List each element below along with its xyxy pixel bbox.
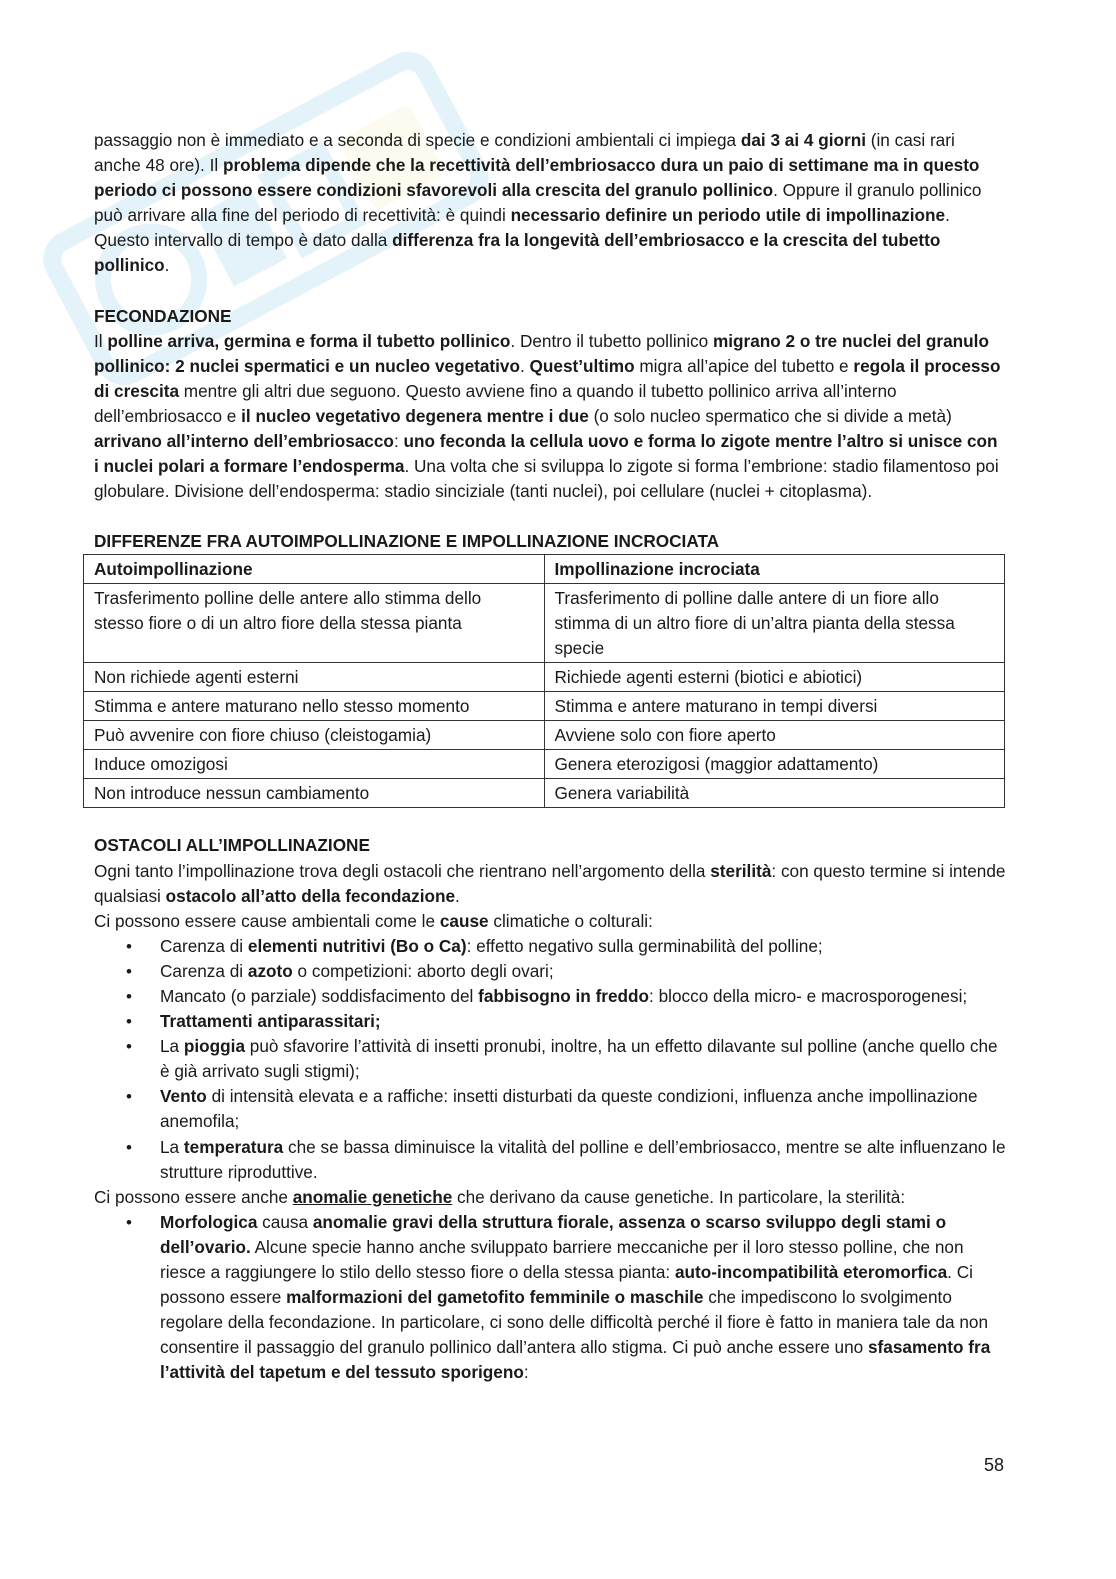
- table-cell: Non introduce nessun cambiamento: [84, 779, 545, 808]
- list-item: • La pioggia può sfavorire l’attività di insetti pronubi, inoltre, ha un effetto dilavante sul polline (anche quello che è già arrivato sugli stigmi);: [160, 1034, 1006, 1084]
- sterilita-list: [94, 1210, 1006, 1386]
- ostacoli-cause-intro: Ci possono essere cause ambientali come le cause climatiche o colturali:: [94, 910, 653, 931]
- list-item: • Trattamenti antiparassitari;: [160, 1009, 1006, 1034]
- page-number: 58: [983, 1455, 1004, 1475]
- list-item: • Morfologica causa anomalie gravi della struttura fiorale, assenza o scarso sviluppo degli stami o dell’ovario. Alcune specie hanno anche sviluppato barriere meccaniche per il loro stesso polline, che non riesce a raggiungere lo stilo dello stesso fiore o della stessa pianta: auto-incompatibilità eteromorfica. Ci possono essere malformazioni del gametofito femminile o maschile che impediscono lo svolgimento regolare della fecondazione. In particolare, ci sono delle difficoltà perché il fiore è fatto in maniera tale da non consentire il passaggio del granulo pollinico dall’antera allo stigma. Ci può anche essere uno sfasamento fra l’attività del tapetum e del tessuto sporigeno:: [160, 1210, 1006, 1386]
- list-item: • Carenza di elementi nutritivi (Bo o Ca): effetto negativo sulla germinabilità del polline;: [160, 934, 1006, 959]
- ostacoli-heading: OSTACOLI ALL’IMPOLLINAZIONE: [94, 835, 370, 856]
- differenze-table: [83, 554, 1005, 808]
- table-row: [84, 663, 1005, 692]
- list-item: • Mancato (o parziale) soddisfacimento del fabbisogno in freddo: blocco della micro- e macrosporogenesi;: [160, 984, 1006, 1009]
- table-cell: Richiede agenti esterni (biotici e abiotici): [544, 663, 1005, 692]
- document-page: [94, 128, 1006, 1385]
- table-cell: Genera variabilità: [544, 779, 1005, 808]
- table-row: [84, 692, 1005, 721]
- table-row: [84, 584, 1005, 663]
- fecondazione-heading: FECONDAZIONE: [94, 305, 232, 326]
- list-item: • La temperatura che se bassa diminuisce la vitalità del polline e dell’embriosacco, mentre se alte influenzano le strutture riproduttive.: [160, 1135, 1006, 1185]
- intro-paragraph: passaggio non è immediato e a seconda di specie e condizioni ambientali ci impiega dai 3 ai 4 giorni (in casi rari anche 48 ore). Il problema dipende che la recettività dell’embriosacco dura un paio di settimane ma in questo periodo ci possono essere condizioni sfavorevoli alla crescita del granulo pollinico. Oppure il granulo pollinico può arrivare alla fine del periodo di recettività: è quindi necessario definire un periodo utile di impollinazione. Questo intervallo di tempo è dato dalla differenza fra la longevità dell’embriosacco e la crescita del tubetto pollinico.: [94, 130, 982, 276]
- table-cell: Induce omozigosi: [84, 750, 545, 779]
- table-cell: Genera eterozigosi (maggior adattamento): [544, 750, 1005, 779]
- table-row: [84, 779, 1005, 808]
- table-cell: Stimma e antere maturano in tempi diversi: [544, 692, 1005, 721]
- anomalie-genetiche-paragraph: Ci possono essere anche anomalie genetiche che derivano da cause genetiche. In particolare, la sterilità:: [94, 1186, 906, 1207]
- table-cell: Trasferimento polline delle antere allo stimma dello stesso fiore o di un altro fiore della stessa pianta: [84, 584, 545, 663]
- differenze-heading: DIFFERENZE FRA AUTOIMPOLLINAZIONE E IMPOLLINAZIONE INCROCIATA: [94, 531, 720, 552]
- table-row: [84, 721, 1005, 750]
- table-cell: Avviene solo con fiore aperto: [544, 721, 1005, 750]
- table-header-row: [84, 555, 1005, 584]
- table-cell: Può avvenire con fiore chiuso (cleistogamia): [84, 721, 545, 750]
- table-cell: Non richiede agenti esterni: [84, 663, 545, 692]
- cause-ambientali-list: [94, 934, 1006, 1185]
- table-header-cell: Impollinazione incrociata: [544, 555, 1005, 584]
- ostacoli-paragraph: Ogni tanto l’impollinazione trova degli ostacoli che rientrano nell’argomento della sterilità: con questo termine si intende qualsiasi ostacolo all’atto della fecondazione.: [94, 860, 1006, 906]
- table-cell: Stimma e antere maturano nello stesso momento: [84, 692, 545, 721]
- fecondazione-paragraph: Il polline arriva, germina e forma il tubetto pollinico. Dentro il tubetto pollinico migrano 2 o tre nuclei del granulo pollinico: 2 nuclei spermatici e un nucleo vegetativo. Quest’ultimo migra all’apice del tubetto e regola il processo di crescita mentre gli altri due seguono. Questo avviene fino a quando il tubetto pollinico arriva all’interno dell’embriosacco e il nucleo vegetativo degenera mentre i due (o solo nucleo spermatico che si divide a metà) arrivano all’interno dell’embriosacco: uno feconda la cellula uovo e forma lo zigote mentre l’altro si unisce con i nuclei polari a formare l’endosperma. Una volta che si sviluppa lo zigote si forma l’embrione: stadio filamentoso poi globulare. Divisione dell’endosperma: stadio sinciziale (tanti nuclei), poi cellulare (nuclei + citoplasma).: [94, 330, 1001, 502]
- table-cell: Trasferimento di polline dalle antere di un fiore allo stimma di un altro fiore di un’altra pianta della stessa specie: [544, 584, 1005, 663]
- table-header-cell: Autoimpollinazione: [84, 555, 545, 584]
- list-item: • Carenza di azoto o competizioni: aborto degli ovari;: [160, 959, 1006, 984]
- table-row: [84, 750, 1005, 779]
- list-item: • Vento di intensità elevata e a raffiche: insetti disturbati da queste condizioni, influenza anche impollinazione anemofila;: [160, 1084, 1006, 1134]
